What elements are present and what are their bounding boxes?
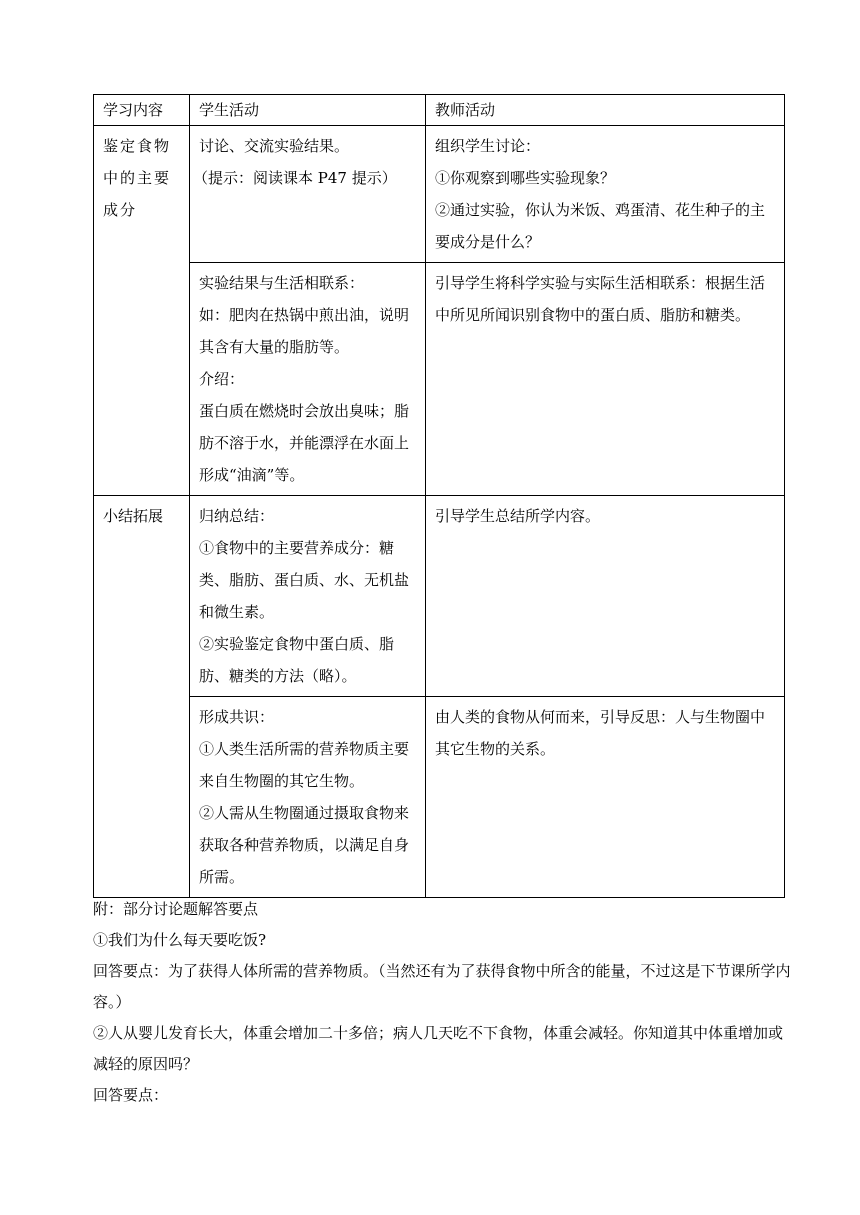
cell-line: 引导学生总结所学内容。 <box>435 507 601 525</box>
cell-line: 组织学生讨论： <box>435 137 541 155</box>
table-row <box>94 496 785 697</box>
teacher-activity-cell <box>426 126 785 263</box>
cell-line: 引导学生将科学实验与实际生活相联系：根据生活中所见所闻识别食物中的蛋白质、脂肪和糖类。 <box>435 274 766 324</box>
cell-line: 讨论、交流实验结果。 <box>199 137 350 155</box>
cell-line: 形成共识： <box>199 708 275 726</box>
student-activity-cell <box>190 496 426 697</box>
table-header-row <box>94 95 785 126</box>
teacher-activity-cell <box>426 697 785 898</box>
answer-1: 回答要点：为了获得人体所需的营养物质。（当然还有为了获得食物中所含的能量，不过这是下节课所学内容。） <box>93 962 791 1011</box>
table-row <box>94 263 785 496</box>
cell-line: 蛋白质在燃烧时会放出臭味；脂肪不溶于水，并能漂浮在水面上形成“油滴”等。 <box>199 402 410 484</box>
cell-line: ①你观察到哪些实验现象？ <box>435 169 616 187</box>
cell-line: 实验结果与生活相联系： <box>199 274 365 292</box>
cell-line: ②通过实验，你认为米饭、鸡蛋清、花生种子的主要成分是什么？ <box>435 201 766 251</box>
cell-line: 由人类的食物从何而来，引导反思：人与生物圈中其它生物的关系。 <box>435 708 766 758</box>
table-row <box>94 126 785 263</box>
cell-line: ①食物中的主要营养成分：糖类、脂肪、蛋白质、水、无机盐和微生素。 <box>199 539 410 621</box>
table-row <box>94 697 785 898</box>
header-teacher-activity: 教师活动 <box>426 95 785 126</box>
header-student-activity: 学生活动 <box>190 95 426 126</box>
student-activity-cell <box>190 126 426 263</box>
cell-line: 归纳总结： <box>199 507 275 525</box>
notes-heading: 附：部分讨论题解答要点 <box>93 900 259 918</box>
student-activity-cell <box>190 697 426 898</box>
category-cell: 鉴定食物中的主要成分 <box>94 126 190 496</box>
cell-line: ②实验鉴定食物中蛋白质、脂肪、糖类的方法（略）。 <box>199 635 395 685</box>
teacher-activity-cell <box>426 496 785 697</box>
cell-line: （提示：阅读课本 P47 提示） <box>193 169 397 187</box>
category-cell: 小结拓展 <box>94 496 190 898</box>
cell-line: 介绍： <box>199 370 245 388</box>
student-activity-cell <box>190 263 426 496</box>
cell-line: ②人需从生物圈通过摄取食物来获取各种营养物质，以满足自身所需。 <box>199 804 410 886</box>
discussion-notes <box>93 894 793 1111</box>
answer-2: 回答要点： <box>93 1086 169 1104</box>
question-2: ②人从婴儿发育长大，体重会增加二十多倍；病人几天吃不下食物，体重会减轻。你知道其中体重增加或减轻的原因吗？ <box>93 1024 784 1073</box>
question-1: ①我们为什么每天要吃饭? <box>93 931 267 949</box>
cell-line: ①人类生活所需的营养物质主要来自生物圈的其它生物。 <box>199 740 410 790</box>
lesson-plan-table <box>93 94 785 898</box>
teacher-activity-cell <box>426 263 785 496</box>
cell-line: 如：肥肉在热锅中煎出油，说明其含有大量的脂肪等。 <box>199 306 410 356</box>
header-learning-content: 学习内容 <box>94 95 190 126</box>
